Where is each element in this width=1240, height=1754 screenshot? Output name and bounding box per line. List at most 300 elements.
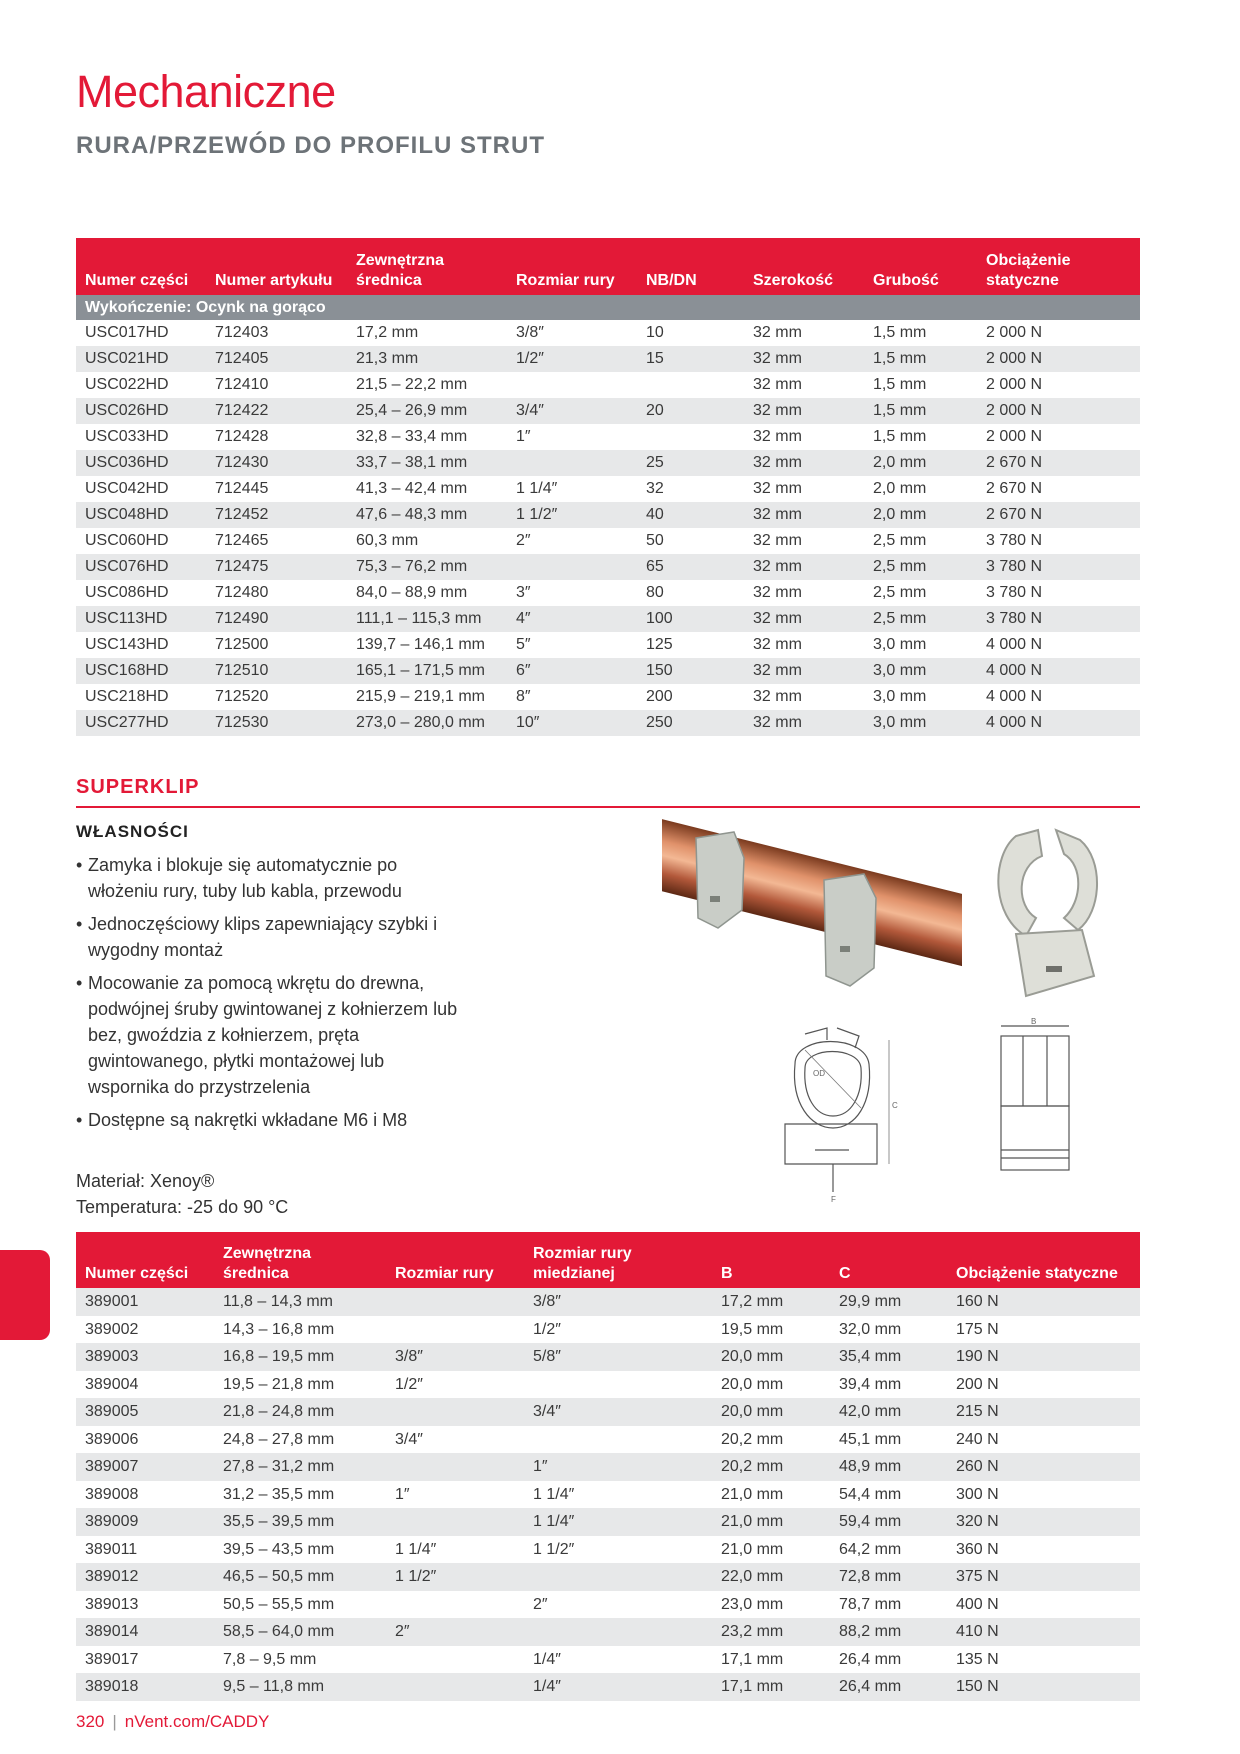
- table-cell: 21,8 – 24,8 mm: [214, 1398, 386, 1426]
- table-cell: 300 N: [947, 1481, 1140, 1509]
- table-cell: 20: [637, 398, 744, 424]
- clip-front-drawing: [765, 1024, 900, 1212]
- table-cell: USC017HD: [76, 320, 206, 346]
- table-cell: 32 mm: [744, 554, 864, 580]
- table-cell: 389012: [76, 1563, 214, 1591]
- column-header-text: Grubość: [873, 272, 939, 289]
- table-cell: 46,5 – 50,5 mm: [214, 1563, 386, 1591]
- table-cell: 21,0 mm: [712, 1481, 830, 1509]
- table-cell: 100: [637, 606, 744, 632]
- table-cell: 1 1/2″: [524, 1536, 712, 1564]
- property-item: • Mocowanie za pomocą wkrętu do drewna, podwójnej śruby gwintowanej z kołnierzem lub bez, gwoździa z kołnierzem, pręta gwintowanego, płytki montażowej lub wspornika do przystrzelenia: [76, 970, 466, 1100]
- single-clip-photo: [986, 826, 1106, 1004]
- table-cell: 14,3 – 16,8 mm: [214, 1316, 386, 1344]
- table-cell: 3/8″: [524, 1288, 712, 1316]
- table-cell: 389017: [76, 1646, 214, 1674]
- table-cell: 4 000 N: [977, 632, 1140, 658]
- table-cell: 712403: [206, 320, 347, 346]
- table-cell: 39,5 – 43,5 mm: [214, 1536, 386, 1564]
- table-cell: 9,5 – 11,8 mm: [214, 1673, 386, 1701]
- table-cell: 1″: [386, 1481, 524, 1509]
- table-cell: [386, 1453, 524, 1481]
- od-label: OD: [813, 1069, 825, 1078]
- table-cell: 2,5 mm: [864, 554, 977, 580]
- table-cell: 32,8 – 33,4 mm: [347, 424, 507, 450]
- footer-site-link[interactable]: nVent.com/CADDY: [124, 1712, 270, 1731]
- table-cell: 111,1 – 115,3 mm: [347, 606, 507, 632]
- table-cell: 78,7 mm: [830, 1591, 947, 1619]
- table-cell: [524, 1563, 712, 1591]
- section-divider: [76, 806, 1140, 808]
- table-cell: 389013: [76, 1591, 214, 1619]
- table-cell: 7,8 – 9,5 mm: [214, 1646, 386, 1674]
- table-cell: 400 N: [947, 1591, 1140, 1619]
- table-cell: 389003: [76, 1343, 214, 1371]
- table-row: [76, 1453, 1140, 1481]
- table-row: [76, 1536, 1140, 1564]
- table-row: [76, 398, 1140, 424]
- table-cell: 1/4″: [524, 1646, 712, 1674]
- table-cell: 389007: [76, 1453, 214, 1481]
- properties-list: [76, 852, 466, 1140]
- table-cell: USC036HD: [76, 450, 206, 476]
- table-cell: 1/2″: [524, 1316, 712, 1344]
- table-cell: 21,0 mm: [712, 1536, 830, 1564]
- column-header-text: Obciążenie statyczne: [956, 1265, 1118, 1282]
- table-cell: 1 1/4″: [524, 1508, 712, 1536]
- column-header-text: Numer artykułu: [215, 272, 333, 289]
- table-cell: 3,0 mm: [864, 710, 977, 736]
- table-row: [76, 372, 1140, 398]
- table-cell: 200 N: [947, 1371, 1140, 1399]
- table-cell: 20,2 mm: [712, 1426, 830, 1454]
- table-cell: USC048HD: [76, 502, 206, 528]
- finish-label: Wykończenie: Ocynk na gorąco: [76, 295, 1140, 320]
- table-cell: 2 000 N: [977, 398, 1140, 424]
- table-cell: 11,8 – 14,3 mm: [214, 1288, 386, 1316]
- table-cell: 389008: [76, 1481, 214, 1509]
- table-row: [76, 1563, 1140, 1591]
- table-cell: 26,4 mm: [830, 1646, 947, 1674]
- table-cell: 20,0 mm: [712, 1371, 830, 1399]
- table-cell: 32 mm: [744, 606, 864, 632]
- table-cell: 1 1/4″: [507, 476, 637, 502]
- table-cell: 21,0 mm: [712, 1508, 830, 1536]
- properties-heading: WŁASNOŚCI: [76, 822, 189, 841]
- table-cell: 2 670 N: [977, 502, 1140, 528]
- table-cell: 23,0 mm: [712, 1591, 830, 1619]
- superklip-heading: SUPERKLIP: [76, 776, 200, 798]
- table-cell: 3/4″: [507, 398, 637, 424]
- column-header-text: statyczne: [986, 272, 1059, 289]
- column-header: [744, 238, 864, 295]
- table-row: [76, 320, 1140, 346]
- column-header: [830, 1232, 947, 1288]
- column-header-text: Rozmiar rury: [533, 1245, 632, 1262]
- table-cell: 33,7 – 38,1 mm: [347, 450, 507, 476]
- table-cell: 712510: [206, 658, 347, 684]
- table-header-row: [76, 1232, 1140, 1288]
- table-cell: 6″: [507, 658, 637, 684]
- table-cell: 3/8″: [386, 1343, 524, 1371]
- table-cell: USC113HD: [76, 606, 206, 632]
- table-cell: 389009: [76, 1508, 214, 1536]
- table-cell: [386, 1673, 524, 1701]
- column-header-text: C: [839, 1265, 851, 1282]
- table-cell: 360 N: [947, 1536, 1140, 1564]
- table-row: [76, 1591, 1140, 1619]
- table-cell: [524, 1371, 712, 1399]
- table-cell: USC042HD: [76, 476, 206, 502]
- table-cell: 125: [637, 632, 744, 658]
- table-cell: 2 000 N: [977, 424, 1140, 450]
- table-cell: 32 mm: [744, 476, 864, 502]
- table-cell: 1,5 mm: [864, 398, 977, 424]
- table-cell: 712490: [206, 606, 347, 632]
- table-cell: [386, 1288, 524, 1316]
- column-header: [864, 238, 977, 295]
- table-cell: 1,5 mm: [864, 346, 977, 372]
- table-cell: USC277HD: [76, 710, 206, 736]
- table-cell: 3 780 N: [977, 528, 1140, 554]
- column-header-text: Obciążenie: [986, 252, 1071, 269]
- table-cell: 160 N: [947, 1288, 1140, 1316]
- table-cell: 32: [637, 476, 744, 502]
- table-cell: 3/4″: [386, 1426, 524, 1454]
- table-cell: 712445: [206, 476, 347, 502]
- table-cell: 389001: [76, 1288, 214, 1316]
- table-cell: 32 mm: [744, 346, 864, 372]
- table-cell: 200: [637, 684, 744, 710]
- table-cell: 712520: [206, 684, 347, 710]
- column-header-text: średnica: [356, 272, 422, 289]
- table-row: [76, 684, 1140, 710]
- property-item: • Jednoczęściowy klips zapewniający szybki i wygodny montaż: [76, 911, 466, 963]
- table-cell: 150: [637, 658, 744, 684]
- superklip-table: [76, 1232, 1140, 1701]
- table-cell: 2,0 mm: [864, 476, 977, 502]
- table-cell: 41,3 – 42,4 mm: [347, 476, 507, 502]
- column-header-text: średnica: [223, 1265, 289, 1282]
- table-cell: 389005: [76, 1398, 214, 1426]
- table-cell: [386, 1398, 524, 1426]
- table-cell: 20,2 mm: [712, 1453, 830, 1481]
- page-title: Mechaniczne: [76, 66, 336, 117]
- column-header-text: Numer części: [85, 272, 189, 289]
- table-cell: 25,4 – 26,9 mm: [347, 398, 507, 424]
- table-cell: 15: [637, 346, 744, 372]
- table-cell: 389018: [76, 1673, 214, 1701]
- table-row: [76, 1398, 1140, 1426]
- column-header: [712, 1232, 830, 1288]
- table-row: [76, 710, 1140, 736]
- table-cell: 712452: [206, 502, 347, 528]
- table-cell: 24,8 – 27,8 mm: [214, 1426, 386, 1454]
- table-cell: 27,8 – 31,2 mm: [214, 1453, 386, 1481]
- finish-row: [76, 295, 1140, 320]
- table-row: [76, 606, 1140, 632]
- side-tab-marker: [0, 1250, 50, 1340]
- column-header-text: B: [721, 1265, 733, 1282]
- table-cell: 50: [637, 528, 744, 554]
- strut-clamp-table: [76, 238, 1140, 736]
- table-cell: 2 000 N: [977, 372, 1140, 398]
- table-cell: 45,1 mm: [830, 1426, 947, 1454]
- property-item: • Zamyka i blokuje się automatycznie po włożeniu rury, tuby lub kabla, przewodu: [76, 852, 466, 904]
- table-cell: 20,0 mm: [712, 1398, 830, 1426]
- table-cell: 1/4″: [524, 1673, 712, 1701]
- table-cell: 80: [637, 580, 744, 606]
- table-cell: 42,0 mm: [830, 1398, 947, 1426]
- table-row: [76, 346, 1140, 372]
- table-cell: 2,5 mm: [864, 580, 977, 606]
- table-cell: 2,5 mm: [864, 606, 977, 632]
- table-cell: 2″: [507, 528, 637, 554]
- table-cell: 29,9 mm: [830, 1288, 947, 1316]
- table-cell: [386, 1646, 524, 1674]
- table-row: [76, 580, 1140, 606]
- table-cell: 5″: [507, 632, 637, 658]
- table-cell: 32 mm: [744, 710, 864, 736]
- table-header-row: [76, 238, 1140, 295]
- table-cell: 712465: [206, 528, 347, 554]
- table-cell: 273,0 – 280,0 mm: [347, 710, 507, 736]
- table-row: [76, 1371, 1140, 1399]
- table-cell: USC026HD: [76, 398, 206, 424]
- table-cell: 32 mm: [744, 632, 864, 658]
- column-header-text: Rozmiar rury: [516, 272, 615, 289]
- table-row: [76, 1508, 1140, 1536]
- table-cell: 32,0 mm: [830, 1316, 947, 1344]
- table-cell: 59,4 mm: [830, 1508, 947, 1536]
- table-cell: 1,5 mm: [864, 372, 977, 398]
- table-cell: 17,1 mm: [712, 1646, 830, 1674]
- table-cell: 712430: [206, 450, 347, 476]
- table-row: [76, 632, 1140, 658]
- table-cell: USC076HD: [76, 554, 206, 580]
- column-header-text: Zewnętrzna: [223, 1245, 312, 1262]
- table-cell: 410 N: [947, 1618, 1140, 1646]
- table-cell: 4 000 N: [977, 658, 1140, 684]
- footer: 320 | nVent.com/CADDY: [76, 1712, 270, 1731]
- c-label: C: [892, 1101, 898, 1110]
- table-cell: 1 1/4″: [524, 1481, 712, 1509]
- table-cell: 260 N: [947, 1453, 1140, 1481]
- table-row: [76, 450, 1140, 476]
- table-cell: 35,5 – 39,5 mm: [214, 1508, 386, 1536]
- table-cell: 2 670 N: [977, 450, 1140, 476]
- table-cell: 58,5 – 64,0 mm: [214, 1618, 386, 1646]
- table-cell: 32 mm: [744, 398, 864, 424]
- table-cell: 712428: [206, 424, 347, 450]
- table-cell: 17,1 mm: [712, 1673, 830, 1701]
- table-row: [76, 658, 1140, 684]
- table-cell: 215,9 – 219,1 mm: [347, 684, 507, 710]
- table-cell: 19,5 – 21,8 mm: [214, 1371, 386, 1399]
- table-cell: 1″: [507, 424, 637, 450]
- table-cell: USC168HD: [76, 658, 206, 684]
- table-cell: 1,5 mm: [864, 320, 977, 346]
- table-cell: 389014: [76, 1618, 214, 1646]
- table-cell: 72,8 mm: [830, 1563, 947, 1591]
- table-cell: 389004: [76, 1371, 214, 1399]
- column-header: [206, 238, 347, 295]
- table-cell: 84,0 – 88,9 mm: [347, 580, 507, 606]
- table-cell: 3 780 N: [977, 580, 1140, 606]
- table-cell: 23,2 mm: [712, 1618, 830, 1646]
- table-cell: 3/8″: [507, 320, 637, 346]
- column-header: [76, 238, 206, 295]
- table-cell: 2,0 mm: [864, 450, 977, 476]
- table-cell: 21,5 – 22,2 mm: [347, 372, 507, 398]
- table-cell: [507, 372, 637, 398]
- table-cell: 215 N: [947, 1398, 1140, 1426]
- table-cell: 17,2 mm: [712, 1288, 830, 1316]
- table-cell: 389002: [76, 1316, 214, 1344]
- table-cell: 20,0 mm: [712, 1343, 830, 1371]
- table-cell: [386, 1508, 524, 1536]
- column-header: [386, 1232, 524, 1288]
- table-row: [76, 1618, 1140, 1646]
- table-cell: 712480: [206, 580, 347, 606]
- table-cell: 389006: [76, 1426, 214, 1454]
- temperature-text: Temperatura: -25 do 90 °C: [76, 1197, 289, 1217]
- table-cell: 175 N: [947, 1316, 1140, 1344]
- table-cell: 712422: [206, 398, 347, 424]
- f-label: F: [831, 1195, 836, 1204]
- pipe-with-clips-photo: [662, 818, 962, 994]
- table-cell: USC143HD: [76, 632, 206, 658]
- column-header-text: Zewnętrzna: [356, 252, 445, 269]
- table-cell: 1/2″: [507, 346, 637, 372]
- table-row: [76, 1288, 1140, 1316]
- column-header: [524, 1232, 712, 1288]
- table-row: [76, 528, 1140, 554]
- table-cell: USC021HD: [76, 346, 206, 372]
- table-cell: USC033HD: [76, 424, 206, 450]
- table-cell: 50,5 – 55,5 mm: [214, 1591, 386, 1619]
- table-cell: 375 N: [947, 1563, 1140, 1591]
- table-cell: [507, 450, 637, 476]
- column-header: [76, 1232, 214, 1288]
- table-row: [76, 476, 1140, 502]
- column-header-text: miedzianej: [533, 1265, 615, 1282]
- table-cell: 54,4 mm: [830, 1481, 947, 1509]
- table-cell: [637, 424, 744, 450]
- table-cell: 1 1/2″: [507, 502, 637, 528]
- table-cell: 22,0 mm: [712, 1563, 830, 1591]
- material-text: Materiał: Xenoy®: [76, 1171, 215, 1191]
- column-header: [347, 238, 507, 295]
- table-cell: USC060HD: [76, 528, 206, 554]
- table-cell: 2 670 N: [977, 476, 1140, 502]
- table-cell: 240 N: [947, 1426, 1140, 1454]
- column-header-text: Szerokość: [753, 272, 834, 289]
- table-cell: 10: [637, 320, 744, 346]
- table-cell: [507, 554, 637, 580]
- table-cell: 75,3 – 76,2 mm: [347, 554, 507, 580]
- table-cell: [386, 1591, 524, 1619]
- table-cell: 17,2 mm: [347, 320, 507, 346]
- table-cell: 8″: [507, 684, 637, 710]
- table-cell: 250: [637, 710, 744, 736]
- column-header: [637, 238, 744, 295]
- table-cell: 39,4 mm: [830, 1371, 947, 1399]
- table-cell: 32 mm: [744, 658, 864, 684]
- table-row: [76, 502, 1140, 528]
- table-cell: 48,9 mm: [830, 1453, 947, 1481]
- table-row: [76, 1426, 1140, 1454]
- table-row: [76, 1481, 1140, 1509]
- table-cell: 32 mm: [744, 424, 864, 450]
- property-item: • Dostępne są nakrętki wkładane M6 i M8: [76, 1107, 466, 1133]
- table-cell: 3 780 N: [977, 606, 1140, 632]
- table-cell: 2 000 N: [977, 320, 1140, 346]
- table-cell: 320 N: [947, 1508, 1140, 1536]
- table-cell: 139,7 – 146,1 mm: [347, 632, 507, 658]
- column-header-text: NB/DN: [646, 272, 697, 289]
- table-cell: 32 mm: [744, 684, 864, 710]
- table-cell: 3″: [507, 580, 637, 606]
- table-cell: 712410: [206, 372, 347, 398]
- table-cell: 26,4 mm: [830, 1673, 947, 1701]
- table-cell: 32 mm: [744, 528, 864, 554]
- table-cell: 31,2 – 35,5 mm: [214, 1481, 386, 1509]
- table-cell: 25: [637, 450, 744, 476]
- table-cell: 4″: [507, 606, 637, 632]
- table-cell: 60,3 mm: [347, 528, 507, 554]
- table-cell: 1″: [524, 1453, 712, 1481]
- table-cell: 1 1/4″: [386, 1536, 524, 1564]
- table-cell: USC218HD: [76, 684, 206, 710]
- table-cell: 32 mm: [744, 580, 864, 606]
- table-cell: 32 mm: [744, 372, 864, 398]
- table-cell: 4 000 N: [977, 684, 1140, 710]
- table-cell: 2,0 mm: [864, 502, 977, 528]
- table-row: [76, 554, 1140, 580]
- column-header: [947, 1232, 1140, 1288]
- table-cell: USC022HD: [76, 372, 206, 398]
- table-cell: 1,5 mm: [864, 424, 977, 450]
- b-label: B: [1031, 1018, 1037, 1026]
- column-header-text: Rozmiar rury: [395, 1265, 494, 1282]
- table-cell: 1 1/2″: [386, 1563, 524, 1591]
- clip-side-drawing: [995, 1018, 1075, 1198]
- table-cell: [524, 1426, 712, 1454]
- table-cell: 47,6 – 48,3 mm: [347, 502, 507, 528]
- table-cell: 88,2 mm: [830, 1618, 947, 1646]
- table-cell: 712475: [206, 554, 347, 580]
- table-cell: 2 000 N: [977, 346, 1140, 372]
- table-cell: 2″: [386, 1618, 524, 1646]
- table-row: [76, 1316, 1140, 1344]
- table-cell: 10″: [507, 710, 637, 736]
- column-header: [507, 238, 637, 295]
- table-cell: 3 780 N: [977, 554, 1140, 580]
- table-cell: 64,2 mm: [830, 1536, 947, 1564]
- table-cell: 135 N: [947, 1646, 1140, 1674]
- table-cell: [386, 1316, 524, 1344]
- table-cell: 16,8 – 19,5 mm: [214, 1343, 386, 1371]
- table-cell: 19,5 mm: [712, 1316, 830, 1344]
- table-cell: 150 N: [947, 1673, 1140, 1701]
- table-cell: [524, 1618, 712, 1646]
- table-row: [76, 1646, 1140, 1674]
- table-cell: 2,5 mm: [864, 528, 977, 554]
- table-cell: 712500: [206, 632, 347, 658]
- table-cell: 1/2″: [386, 1371, 524, 1399]
- page-subtitle: RURA/PRZEWÓD DO PROFILU STRUT: [76, 132, 545, 159]
